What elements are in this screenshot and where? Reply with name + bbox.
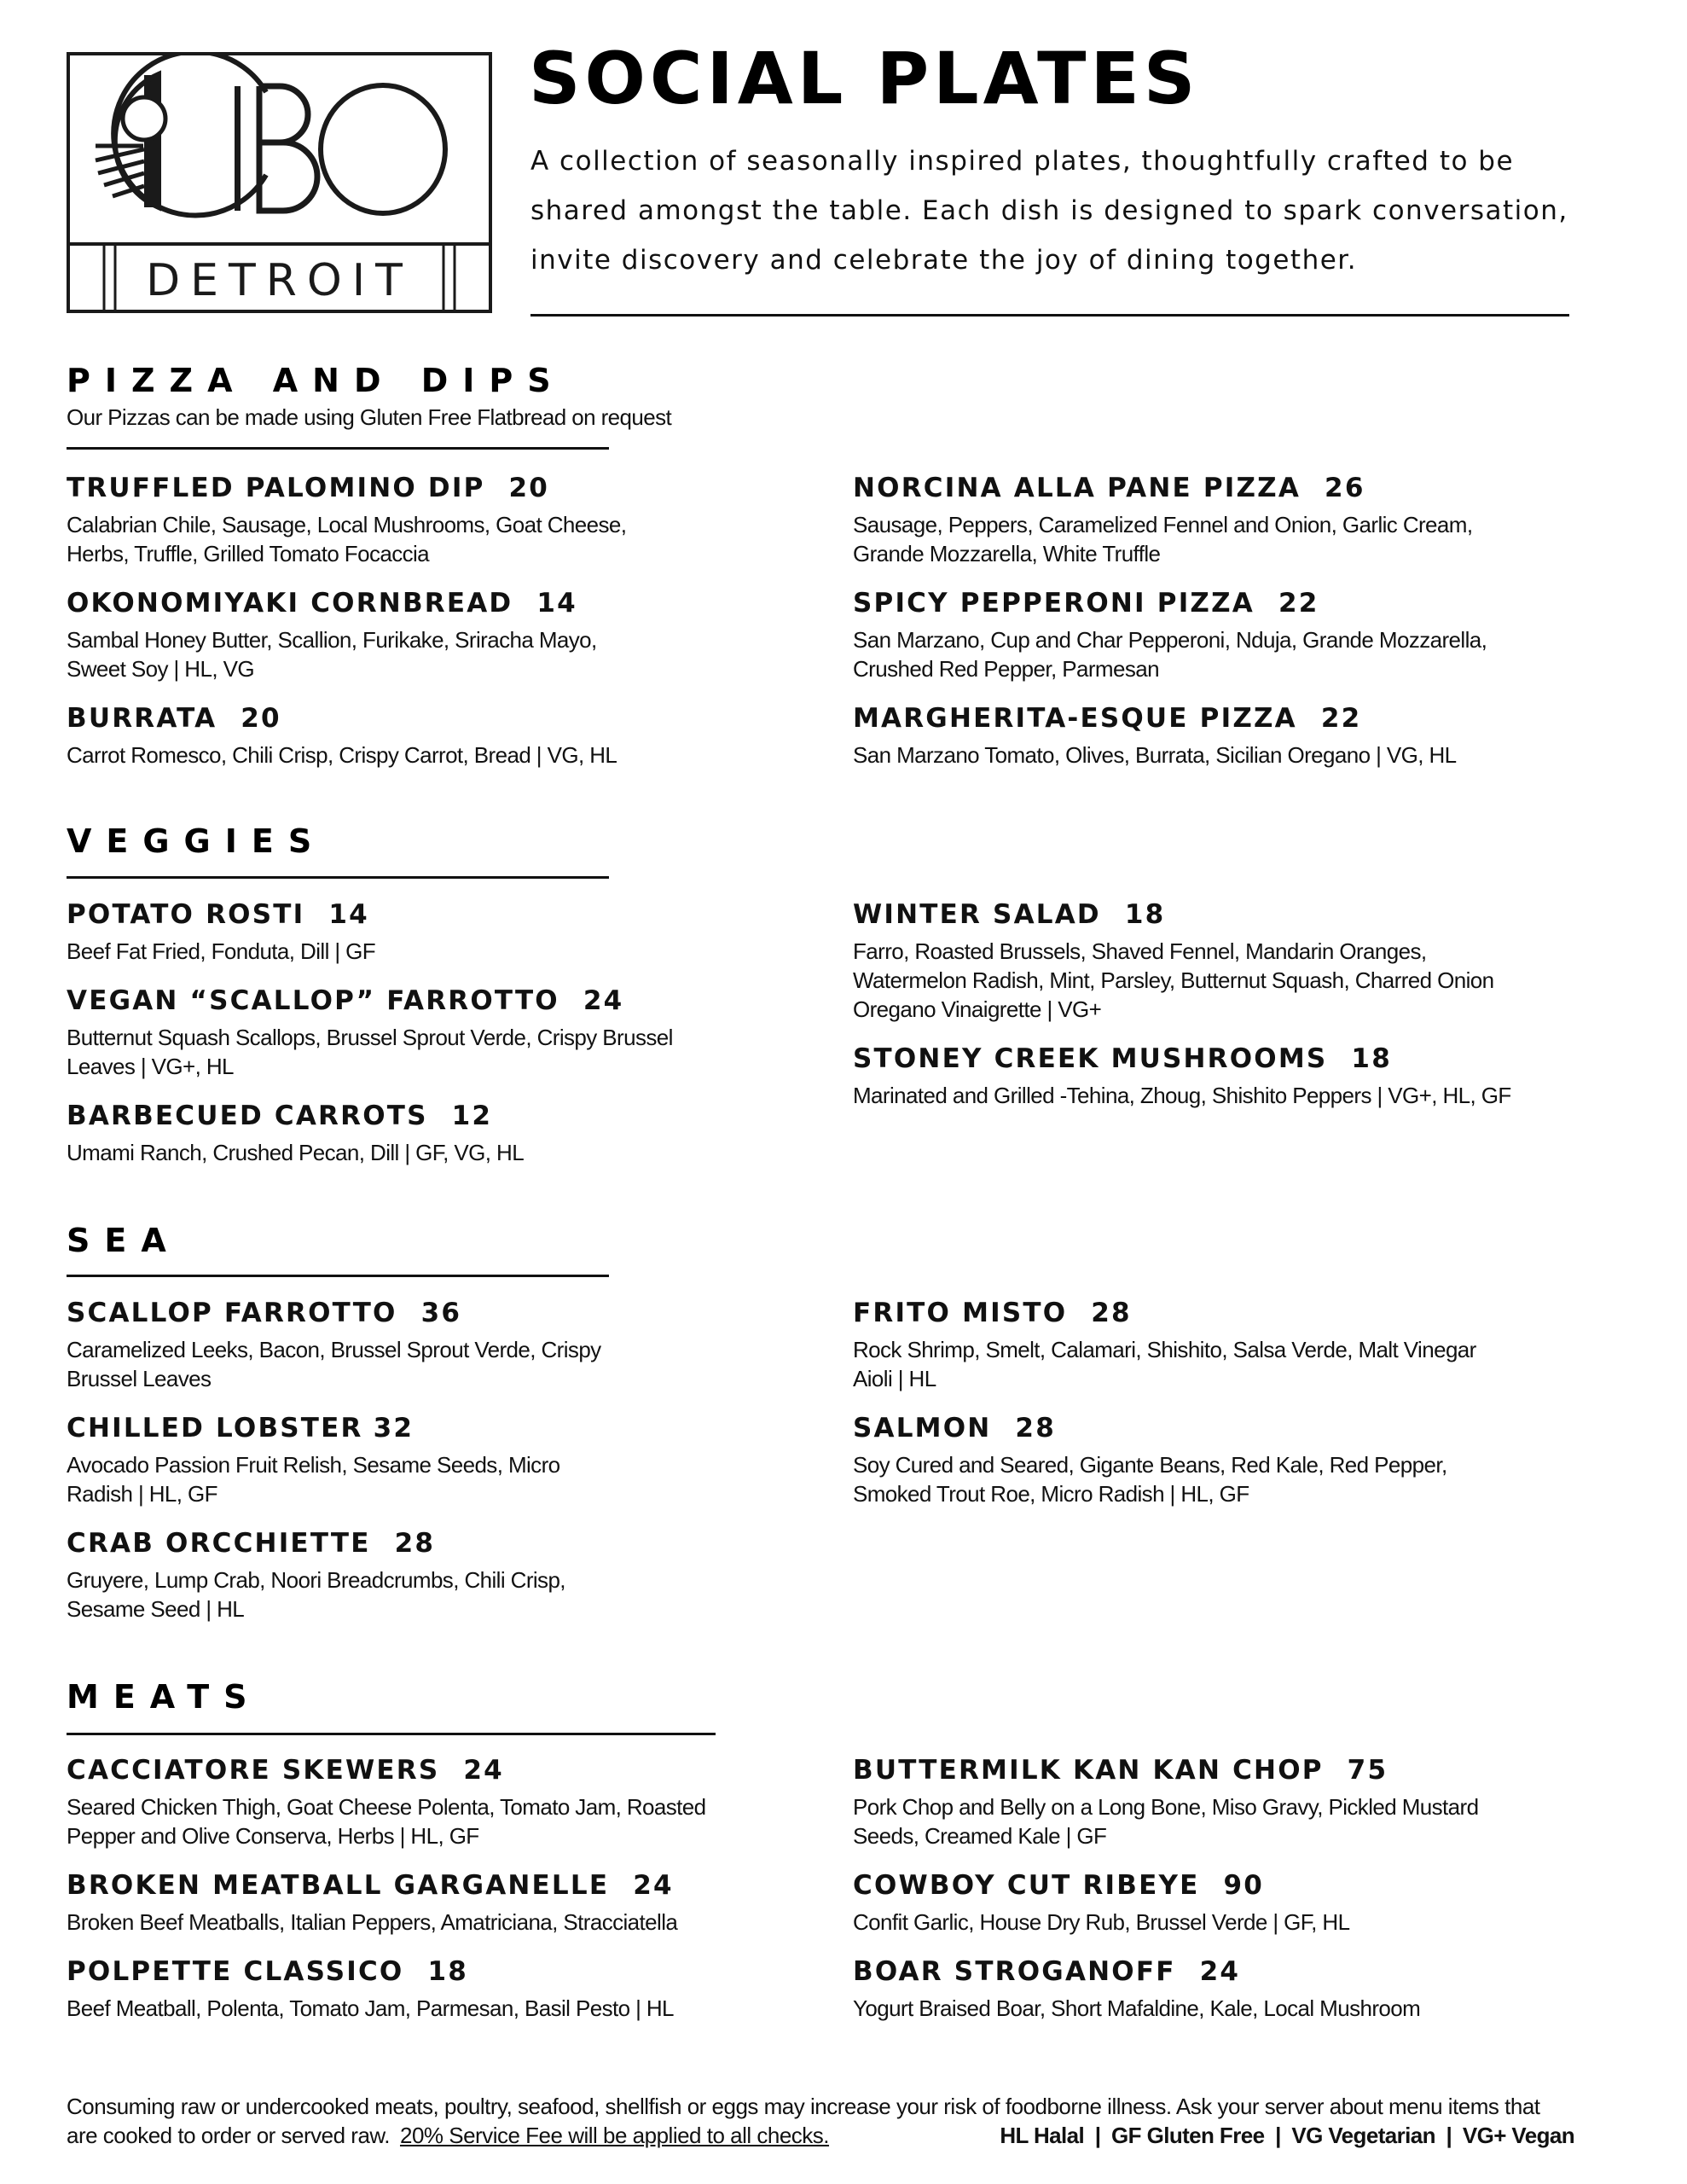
item-description: Sesame Seed | HL	[67, 1596, 245, 1622]
item-name: CHILLED LOBSTER	[67, 1413, 363, 1443]
section-title-sea: SEA	[67, 1222, 181, 1259]
dietary-legend	[1000, 2121, 1574, 2150]
menu-item	[67, 1526, 817, 1623]
item-description: Caramelized Leeks, Bacon, Brussel Sprout Verde, Crispy	[67, 1337, 601, 1362]
item-price: 28	[1091, 1298, 1132, 1328]
section-title-veggies: VEGGIES	[67, 822, 327, 860]
item-name: POLPETTE CLASSICO	[67, 1956, 404, 1987]
item-name: OKONOMIYAKI CORNBREAD	[67, 588, 513, 619]
item-description: Soy Cured and Seared, Gigante Beans, Red Kale, Red Pepper,	[853, 1452, 1447, 1478]
item-price: 24	[1199, 1956, 1241, 1987]
menu-item	[67, 701, 817, 770]
item-name: BARBECUED CARROTS	[67, 1101, 428, 1131]
section-divider	[67, 447, 609, 450]
menu-item	[853, 471, 1603, 568]
menu-item	[67, 1099, 817, 1167]
item-name: BUTTERMILK KAN KAN CHOP	[853, 1755, 1324, 1786]
item-price: 18	[1351, 1043, 1392, 1074]
item-price: 75	[1347, 1755, 1388, 1786]
item-description: Watermelon Radish, Mint, Parsley, Butternut Squash, Charred Onion	[853, 967, 1494, 993]
item-description: Butternut Squash Scallops, Brussel Sprout Verde, Crispy Brussel	[67, 1025, 673, 1050]
item-price: 90	[1223, 1870, 1265, 1901]
item-price: 32	[373, 1413, 415, 1443]
item-description: Beef Meatball, Polenta, Tomato Jam, Parmesan, Basil Pesto | HL	[67, 1995, 674, 2021]
menu-item	[67, 1868, 817, 1937]
item-name: FRITO MISTO	[853, 1298, 1068, 1328]
item-description: Farro, Roasted Brussels, Shaved Fennel, Mandarin Oranges,	[853, 938, 1427, 964]
item-description: Pepper and Olive Conserva, Herbs | HL, GF	[67, 1823, 479, 1849]
menu-item	[853, 1753, 1603, 1850]
section-title-pizza-and-dips: PIZZA AND DIPS	[67, 362, 565, 399]
item-description: Grande Mozzarella, White Truffle	[853, 541, 1161, 566]
item-description: Smoked Trout Roe, Micro Radish | HL, GF	[853, 1481, 1249, 1507]
intro-line: A collection of seasonally inspired plates, thoughtfully crafted to be	[530, 146, 1515, 177]
footer	[67, 2092, 1574, 2150]
menu-item	[853, 1411, 1603, 1508]
item-price: 14	[536, 588, 577, 619]
item-price: 18	[427, 1956, 469, 1987]
menu-item	[853, 1868, 1603, 1937]
item-name: BROKEN MEATBALL GARGANELLE	[67, 1870, 610, 1901]
intro-line: shared amongst the table. Each dish is designed to spark conversation,	[530, 195, 1568, 226]
item-description: Leaves | VG+, HL	[67, 1054, 234, 1079]
header-divider	[530, 314, 1569, 317]
section-divider	[67, 1275, 609, 1277]
item-description: Beef Fat Fried, Fonduta, Dill | GF	[67, 938, 376, 964]
item-description: Sweet Soy | HL, VG	[67, 656, 254, 682]
item-price: 22	[1320, 703, 1362, 734]
item-price: 20	[508, 473, 550, 503]
item-description: Carrot Romesco, Chili Crisp, Crispy Carrot, Bread | VG, HL	[67, 742, 617, 768]
item-name: BURRATA	[67, 703, 217, 734]
section-divider	[67, 1733, 716, 1735]
item-price: 20	[241, 703, 281, 734]
item-description: Sausage, Peppers, Caramelized Fennel and Onion, Garlic Cream,	[853, 512, 1473, 537]
food-safety-warning: Consuming raw or undercooked meats, poultry, seafood, shellfish or eggs may increase your risk of foodborne illness. Ask your server about menu items that	[67, 2094, 1540, 2119]
item-price: 12	[451, 1101, 493, 1131]
item-name: SPICY PEPPERONI PIZZA	[853, 588, 1255, 619]
item-description: Yogurt Braised Boar, Short Mafaldine, Kale, Local Mushroom	[853, 1995, 1421, 2021]
legend-halal: HL Halal	[1000, 2123, 1085, 2148]
item-description: Calabrian Chile, Sausage, Local Mushrooms, Goat Cheese,	[67, 512, 627, 537]
menu-item	[67, 1955, 817, 2023]
legend-gluten-free: GF Gluten Free	[1111, 2123, 1265, 2148]
menu-item	[853, 586, 1603, 683]
item-name: STONEY CREEK MUSHROOMS	[853, 1043, 1328, 1074]
item-description: Confit Garlic, House Dry Rub, Brussel Verde | GF, HL	[853, 1909, 1350, 1935]
menu-item	[67, 471, 817, 568]
item-price: 24	[583, 985, 624, 1016]
service-fee-notice: 20% Service Fee will be applied to all checks.	[399, 2123, 830, 2148]
page-title: SOCIAL PLATES	[529, 37, 1200, 120]
item-description: Oregano Vinaigrette | VG+	[853, 996, 1102, 1022]
item-name: SALMON	[853, 1413, 992, 1443]
item-price: 28	[1015, 1413, 1056, 1443]
legend-separator: |	[1446, 2123, 1452, 2148]
item-name: VEGAN “SCALLOP” FARROTTO	[67, 985, 559, 1016]
menu-item	[853, 1042, 1603, 1110]
legend-separator: |	[1094, 2123, 1101, 2148]
item-name: CACCIATORE SKEWERS	[67, 1755, 440, 1786]
menu-item	[853, 1296, 1603, 1393]
intro-line: invite discovery and celebrate the joy of dining together.	[530, 245, 1358, 276]
menu-item	[67, 586, 817, 683]
menu-item	[853, 897, 1603, 1024]
menu-item	[67, 984, 817, 1081]
menu-item	[67, 897, 817, 966]
legend-separator: |	[1275, 2123, 1281, 2148]
item-price: 14	[328, 899, 369, 930]
item-description: Sambal Honey Butter, Scallion, Furikake, Sriracha Mayo,	[67, 627, 597, 653]
item-name: SCALLOP FARROTTO	[67, 1298, 397, 1328]
legend-vegan: VG+ Vegan	[1462, 2123, 1574, 2148]
section-divider	[67, 876, 609, 879]
item-description: Brussel Leaves	[67, 1366, 212, 1391]
item-price: 36	[420, 1298, 462, 1328]
item-description: Avocado Passion Fruit Relish, Sesame Seeds, Micro	[67, 1452, 560, 1478]
item-description: Radish | HL, GF	[67, 1481, 217, 1507]
item-name: COWBOY CUT RIBEYE	[853, 1870, 1200, 1901]
menu-item	[67, 1411, 817, 1508]
item-name: NORCINA ALLA PANE PIZZA	[853, 473, 1301, 503]
item-description: Gruyere, Lump Crab, Noori Breadcrumbs, Chili Crisp,	[67, 1567, 565, 1593]
item-name: BOAR STROGANOFF	[853, 1956, 1176, 1987]
menu-item	[853, 701, 1603, 770]
food-safety-warning-cont: are cooked to order or served raw.	[67, 2123, 390, 2148]
menu-item	[853, 1955, 1603, 2023]
item-name: TRUFFLED PALOMINO DIP	[67, 473, 485, 503]
legend-vegetarian: VG Vegetarian	[1291, 2123, 1435, 2148]
item-price: 28	[394, 1528, 436, 1559]
cibo-detroit-logo	[67, 52, 492, 313]
item-name: WINTER SALAD	[853, 899, 1101, 930]
menu-item	[67, 1753, 817, 1850]
item-description: Crushed Red Pepper, Parmesan	[853, 656, 1159, 682]
item-description: Rock Shrimp, Smelt, Calamari, Shishito, Salsa Verde, Malt Vinegar	[853, 1337, 1476, 1362]
item-description: San Marzano Tomato, Olives, Burrata, Sicilian Oregano | VG, HL	[853, 742, 1457, 768]
section-note-gluten-free: Our Pizzas can be made using Gluten Free Flatbread on request	[67, 404, 672, 430]
item-price: 18	[1124, 899, 1166, 930]
item-description: Marinated and Grilled -Tehina, Zhoug, Shishito Peppers | VG+, HL, GF	[853, 1083, 1511, 1108]
item-name: CRAB ORCCHIETTE	[67, 1528, 371, 1559]
item-price: 24	[633, 1870, 674, 1901]
intro-text	[530, 136, 1597, 285]
item-description: Aioli | HL	[853, 1366, 936, 1391]
item-name: MARGHERITA-ESQUE PIZZA	[853, 703, 1297, 734]
item-price: 24	[463, 1755, 504, 1786]
item-description: San Marzano, Cup and Char Pepperoni, Nduja, Grande Mozzarella,	[853, 627, 1487, 653]
item-description: Seared Chicken Thigh, Goat Cheese Polenta, Tomato Jam, Roasted	[67, 1794, 706, 1820]
item-description: Broken Beef Meatballs, Italian Peppers, Amatriciana, Stracciatella	[67, 1909, 678, 1935]
item-price: 22	[1278, 588, 1319, 619]
item-price: 26	[1325, 473, 1365, 503]
item-description: Herbs, Truffle, Grilled Tomato Focaccia	[67, 541, 430, 566]
item-description: Pork Chop and Belly on a Long Bone, Miso Gravy, Pickled Mustard	[853, 1794, 1479, 1820]
menu-item	[67, 1296, 817, 1393]
item-description: Seeds, Creamed Kale | GF	[853, 1823, 1107, 1849]
item-name: POTATO ROSTI	[67, 899, 305, 930]
logo-location-text: DETROIT	[146, 255, 413, 306]
item-description: Umami Ranch, Crushed Pecan, Dill | GF, VG, HL	[67, 1140, 525, 1165]
section-title-meats: MEATS	[67, 1678, 262, 1716]
